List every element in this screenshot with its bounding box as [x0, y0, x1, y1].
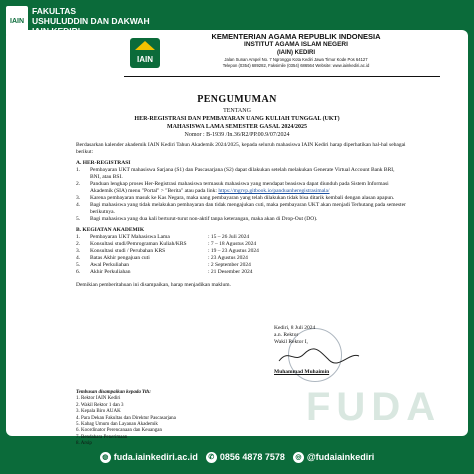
whatsapp-icon: ✆ [206, 452, 217, 463]
intro-paragraph: Berdasarkan kalender akademik IAIN Kediri Tahun Akademik 2024/2025, kepada seluruh mahasiswa IAIN Kediri harap diperhatikan hal-hal sebagai berikut: [76, 142, 406, 155]
signer-title: Wakil Rektor I, [274, 339, 308, 345]
faculty-line-2: USHULUDDIN DAN DAKWAH [32, 16, 150, 26]
letterhead-divider [124, 76, 440, 78]
schedule-row: 5. Awal Perkuliahan : 2 September 2024 [76, 262, 251, 268]
iain-logo-icon [128, 36, 162, 70]
cc-item: 3. Kepala Biro AUAK [76, 409, 121, 415]
footer-phone[interactable]: ✆ 0856 4878 7578 [206, 452, 285, 463]
cc-item: 1. Rektor IAIN Kediri [76, 396, 121, 402]
letterhead [6, 30, 468, 86]
signer-role: a.n. Rektor [274, 332, 299, 338]
institute-name: INSTITUT AGAMA ISLAM NEGERI [244, 41, 348, 48]
footer-website[interactable]: ◍ fuda.iainkediri.ac.id [100, 452, 198, 463]
faculty-line-1: FAKULTAS [32, 6, 77, 16]
doc-body [76, 142, 406, 289]
cc-item: 6. Koordinator Perencanaan dan Keuangan [76, 428, 162, 434]
doc-subtitle: HER-REGISTRASI DAN PEMBAYARAN UANG KULIAH TUNGGAL (UKT) [134, 116, 340, 122]
doc-subtitle-2: MAHASISWA LAMA SEMESTER GASAL 2024/2025 [166, 124, 308, 130]
cc-list [76, 390, 276, 448]
contact: Telepon (0354) 689282, Faksimile (0354) 686564 Website: www.iainkediri.ac.id [222, 63, 370, 68]
list-item: 1. Pembayaran UKT mahasiswa Sarjana (S1) dan Pascasarjana (S2) dapat dilakukan setelah melakukan Generate Virtual Account Bank BRI, BNI, atau BSI. [76, 167, 395, 180]
list-item: 4. Bagi mahasiswa yang tidak melakukan pembayaran dan tidak mengajukan cuti, maka pembayaran UKT akan menjadi Terhutang pada semester berikutnya. [76, 202, 406, 215]
cc-item: 4. Para Dekan Fakultas dan Direktur Pascasarjana [76, 415, 176, 421]
schedule-row: 3. Konsultasi studi / Perubahan KRS : 19 – 23 Agustus 2024 [76, 248, 259, 254]
letterhead-text [166, 32, 426, 69]
footer-contacts [0, 440, 474, 474]
signature-block [274, 325, 414, 376]
watermark: FUDA [306, 385, 442, 429]
list-item: 3. Karena pembayaran masuk ke Kas Negara, maka uang pembayaran yang telah dilakukan tidak bisa ditarik kembali dengan alasan apapun. [76, 195, 395, 201]
section-heading-academic: B. KEGIATAN AKADEMIK [76, 227, 145, 233]
list-item: 2. Panduan lengkap proses Her-Registrasi mahasiswa termasuk mahasiswa yang mendapat beasiswa dapat diunduh pada Sistem Informasi Akademik (SIA) menu "Portal" > "Berita" atau pada link: https://mgrvp.gitbook.io/panduanheregistrasimala/ [76, 181, 389, 194]
address: Jalan Sunan Ampel No. 7 Ngronggo Kota Kediri Jawa Timur Kode Pos 64127 [224, 57, 368, 62]
place-date: Kediri, 8 Juli 2024 [274, 325, 316, 331]
svg-text:IAIN: IAIN [137, 55, 153, 64]
schedule-row: 6. Akhir Perkuliahan : 21 Desember 2024 [76, 269, 253, 275]
ministry-name: KEMENTERIAN AGAMA REPUBLIK INDONESIA [211, 32, 381, 41]
guide-link[interactable]: https://mgrvp.gitbook.io/panduanheregistrasimala/ [218, 188, 330, 194]
globe-icon: ◍ [100, 452, 111, 463]
cc-item: 5. Kabag Umum dan Layanan Akademik [76, 422, 158, 428]
cc-item: 8. Arsip [76, 441, 92, 447]
signer-name: Muhammad Muhaimin [274, 369, 330, 375]
cc-item: 7. Bendahara Penerimaan [76, 434, 128, 440]
schedule-row: 2. Konsultasi studi/Pemrograman Kuliah/KRS : 7 – 18 Agustus 2024 [76, 241, 257, 247]
cc-item: 2. Wakil Rektor 1 dan 3 [76, 402, 124, 408]
institute-short: (IAIN) KEDIRI [277, 50, 315, 56]
instagram-icon: ◎ [293, 452, 304, 463]
list-item: 5. Bagi mahasiswa yang dua kali berturut-turut non-aktif tanpa keterangan, maka akan di Drop-Out (DO). [76, 216, 318, 222]
closing-paragraph: Demikian pemberitahuan ini disampaikan, harap menjadikan maklum. [76, 282, 231, 288]
announcement-document [6, 30, 468, 447]
signature-scribble [274, 346, 364, 366]
schedule-row: 1. Pembayaran UKT Mahasiswa Lama : 15 – 26 Juli 2024 [76, 234, 250, 240]
schedule-row: 4. Batas Akhir pengajuan cuti : 23 Agustus 2024 [76, 255, 248, 261]
footer-social[interactable]: ◎ @fudaiainkediri [293, 452, 374, 463]
section-heading-registration: A. HER-REGISTRASI [76, 160, 131, 166]
doc-number: Nomor : B-1939 /In.36/R2/PP.00.9/07/2024 [184, 132, 290, 138]
cc-heading: Tembusan disampaikan kepada Yth: [76, 390, 151, 395]
faculty-logo: IAIN [6, 6, 28, 36]
doc-subtitle-about: TENTANG [223, 108, 251, 114]
doc-title: PENGUMUMAN [197, 94, 277, 105]
